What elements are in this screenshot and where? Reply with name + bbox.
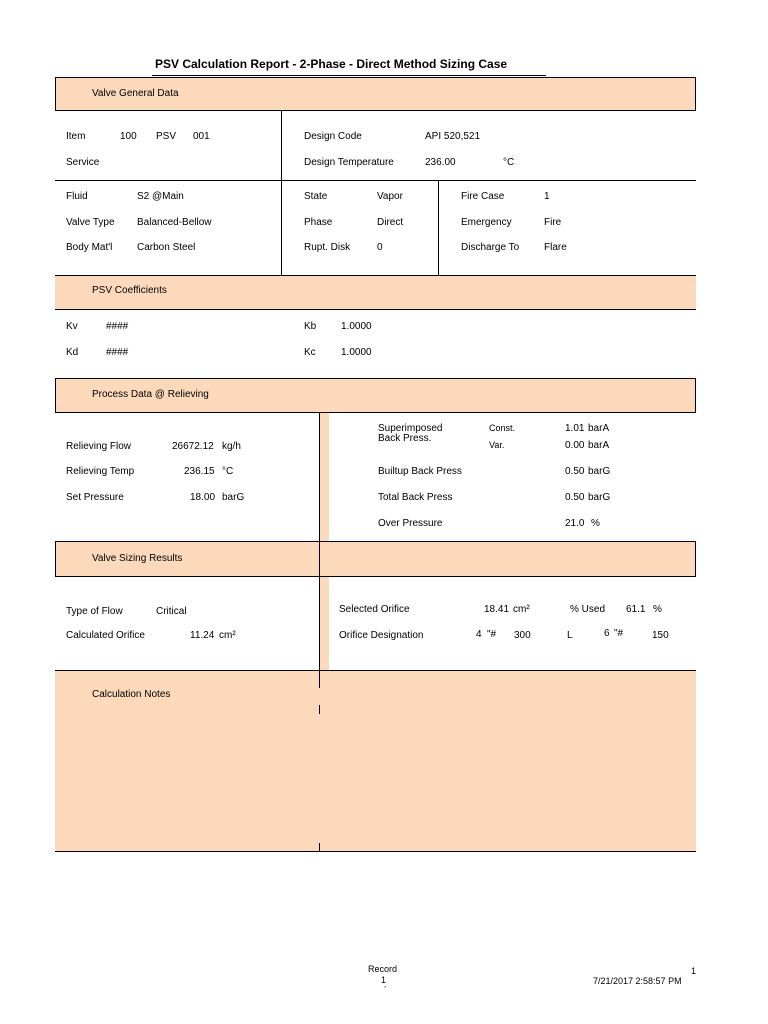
- service-label: Service: [66, 157, 100, 168]
- divider: [319, 413, 320, 541]
- selected-orifice-unit: cm²: [513, 604, 530, 615]
- divider: [319, 705, 320, 714]
- state-value: Vapor: [377, 191, 403, 202]
- fire-case-value: 1: [544, 191, 550, 202]
- flow-type-label: Type of Flow: [66, 606, 123, 617]
- section-title-process: Process Data @ Relieving: [92, 389, 209, 400]
- superimposed-label: Superimposed: [378, 423, 443, 434]
- percent-used-value: 61.1: [626, 604, 646, 615]
- divider: [319, 843, 320, 852]
- var-label: Var.: [489, 440, 505, 450]
- column-separator-strip: [319, 577, 329, 670]
- set-pressure-value: 18.00: [190, 492, 216, 503]
- title-underline: [152, 75, 546, 76]
- fluid-label: Fluid: [66, 191, 88, 202]
- percent-used-label: % Used: [570, 604, 606, 615]
- kc-value: 1.0000: [341, 347, 372, 358]
- valve-type-label: Valve Type: [66, 217, 115, 228]
- kv-value: ####: [106, 321, 129, 332]
- var-unit: barA: [588, 440, 610, 451]
- item-number: 100: [120, 131, 137, 142]
- builtup-unit: barG: [588, 466, 611, 477]
- relieving-temp-value: 236.15: [184, 466, 215, 477]
- section-title-coefficients: PSV Coefficients: [92, 285, 167, 296]
- page-number: 1: [691, 966, 697, 976]
- discharge-value: Flare: [544, 242, 567, 253]
- selected-orifice-label: Selected Orifice: [339, 604, 410, 615]
- rupt-disk-value: 0: [377, 242, 383, 253]
- calc-orifice-unit: cm²: [219, 630, 236, 641]
- relieving-temp-label: Relieving Temp: [66, 466, 135, 477]
- calc-orifice-label: Calculated Orifice: [66, 630, 145, 641]
- column-separator-strip: [319, 413, 329, 541]
- section-title-sizing: Valve Sizing Results: [92, 553, 183, 564]
- kc-label: Kc: [304, 347, 316, 358]
- over-pressure-unit: %: [591, 518, 600, 529]
- kb-label: Kb: [304, 321, 317, 332]
- design-temp-value: 236.00: [425, 157, 456, 168]
- set-pressure-label: Set Pressure: [66, 492, 124, 503]
- discharge-label: Discharge To: [461, 242, 520, 253]
- record-label: Record: [368, 964, 398, 974]
- divider: [319, 577, 320, 670]
- state-label: State: [304, 191, 328, 202]
- design-code-label: Design Code: [304, 131, 362, 142]
- emergency-label: Emergency: [461, 217, 512, 228]
- record-value: 1: [381, 975, 387, 985]
- selected-orifice-value: 18.41: [484, 604, 510, 615]
- orifice-designation-label: Orifice Designation: [339, 630, 424, 641]
- relieving-flow-unit: kg/h: [222, 441, 241, 452]
- total-back-unit: barG: [588, 492, 611, 503]
- superimposed-label-line2: Back Press.: [378, 433, 432, 444]
- const-unit: barA: [588, 423, 610, 434]
- outlet-size: 6: [604, 628, 610, 639]
- relieving-flow-label: Relieving Flow: [66, 441, 132, 452]
- orifice-letter: L: [567, 630, 573, 641]
- total-back-label: Total Back Press: [378, 492, 453, 503]
- emergency-value: Fire: [544, 217, 562, 228]
- inlet-rating: 300: [514, 630, 531, 641]
- over-pressure-label: Over Pressure: [378, 518, 443, 529]
- divider: [438, 180, 439, 275]
- fire-case-label: Fire Case: [461, 191, 505, 202]
- kb-value: 1.0000: [341, 321, 372, 332]
- valve-type-value: Balanced-Bellow: [137, 217, 212, 228]
- inlet-mark: "#: [487, 629, 497, 640]
- flow-type-value: Critical: [156, 606, 187, 617]
- builtup-label: Builtup Back Press: [378, 466, 462, 477]
- builtup-value: 0.50: [565, 466, 585, 477]
- rupt-disk-label: Rupt. Disk: [304, 242, 351, 253]
- inlet-size: 4: [476, 629, 482, 640]
- design-code-value: API 520,521: [425, 131, 481, 142]
- psv-number: 001: [193, 131, 210, 142]
- section-title-notes: Calculation Notes: [92, 689, 171, 700]
- kd-label: Kd: [66, 347, 79, 358]
- phase-value: Direct: [377, 217, 404, 228]
- total-back-value: 0.50: [565, 492, 585, 503]
- divider: [319, 541, 320, 577]
- const-label: Const.: [489, 423, 516, 433]
- fluid-value: S2 @Main: [137, 191, 184, 202]
- record-extra: ´: [384, 985, 387, 995]
- const-value: 1.01: [565, 423, 585, 434]
- design-temp-label: Design Temperature: [304, 157, 394, 168]
- kv-label: Kv: [66, 321, 78, 332]
- body-matl-value: Carbon Steel: [137, 242, 196, 253]
- divider: [55, 180, 696, 181]
- over-pressure-value: 21.0: [565, 518, 585, 529]
- relieving-flow-value: 26672.12: [172, 441, 214, 452]
- divider: [319, 670, 320, 688]
- body-matl-label: Body Mat'l: [66, 242, 113, 253]
- outlet-rating: 150: [652, 630, 669, 641]
- relieving-temp-unit: °C: [222, 466, 234, 477]
- psv-label: PSV: [156, 131, 177, 142]
- divider: [281, 111, 282, 275]
- outlet-mark: "#: [614, 628, 624, 639]
- kd-value: ####: [106, 347, 129, 358]
- report-title: PSV Calculation Report - 2-Phase - Direct Method Sizing Case: [155, 57, 508, 71]
- var-value: 0.00: [565, 440, 585, 451]
- item-label: Item: [66, 131, 86, 142]
- section-title-general: Valve General Data: [92, 88, 179, 99]
- print-timestamp: 7/21/2017 2:58:57 PM: [593, 976, 682, 986]
- phase-label: Phase: [304, 217, 333, 228]
- design-temp-unit: °C: [503, 157, 515, 168]
- calc-orifice-value: 11.24: [190, 630, 215, 641]
- set-pressure-unit: barG: [222, 492, 245, 503]
- percent-used-unit: %: [653, 604, 662, 615]
